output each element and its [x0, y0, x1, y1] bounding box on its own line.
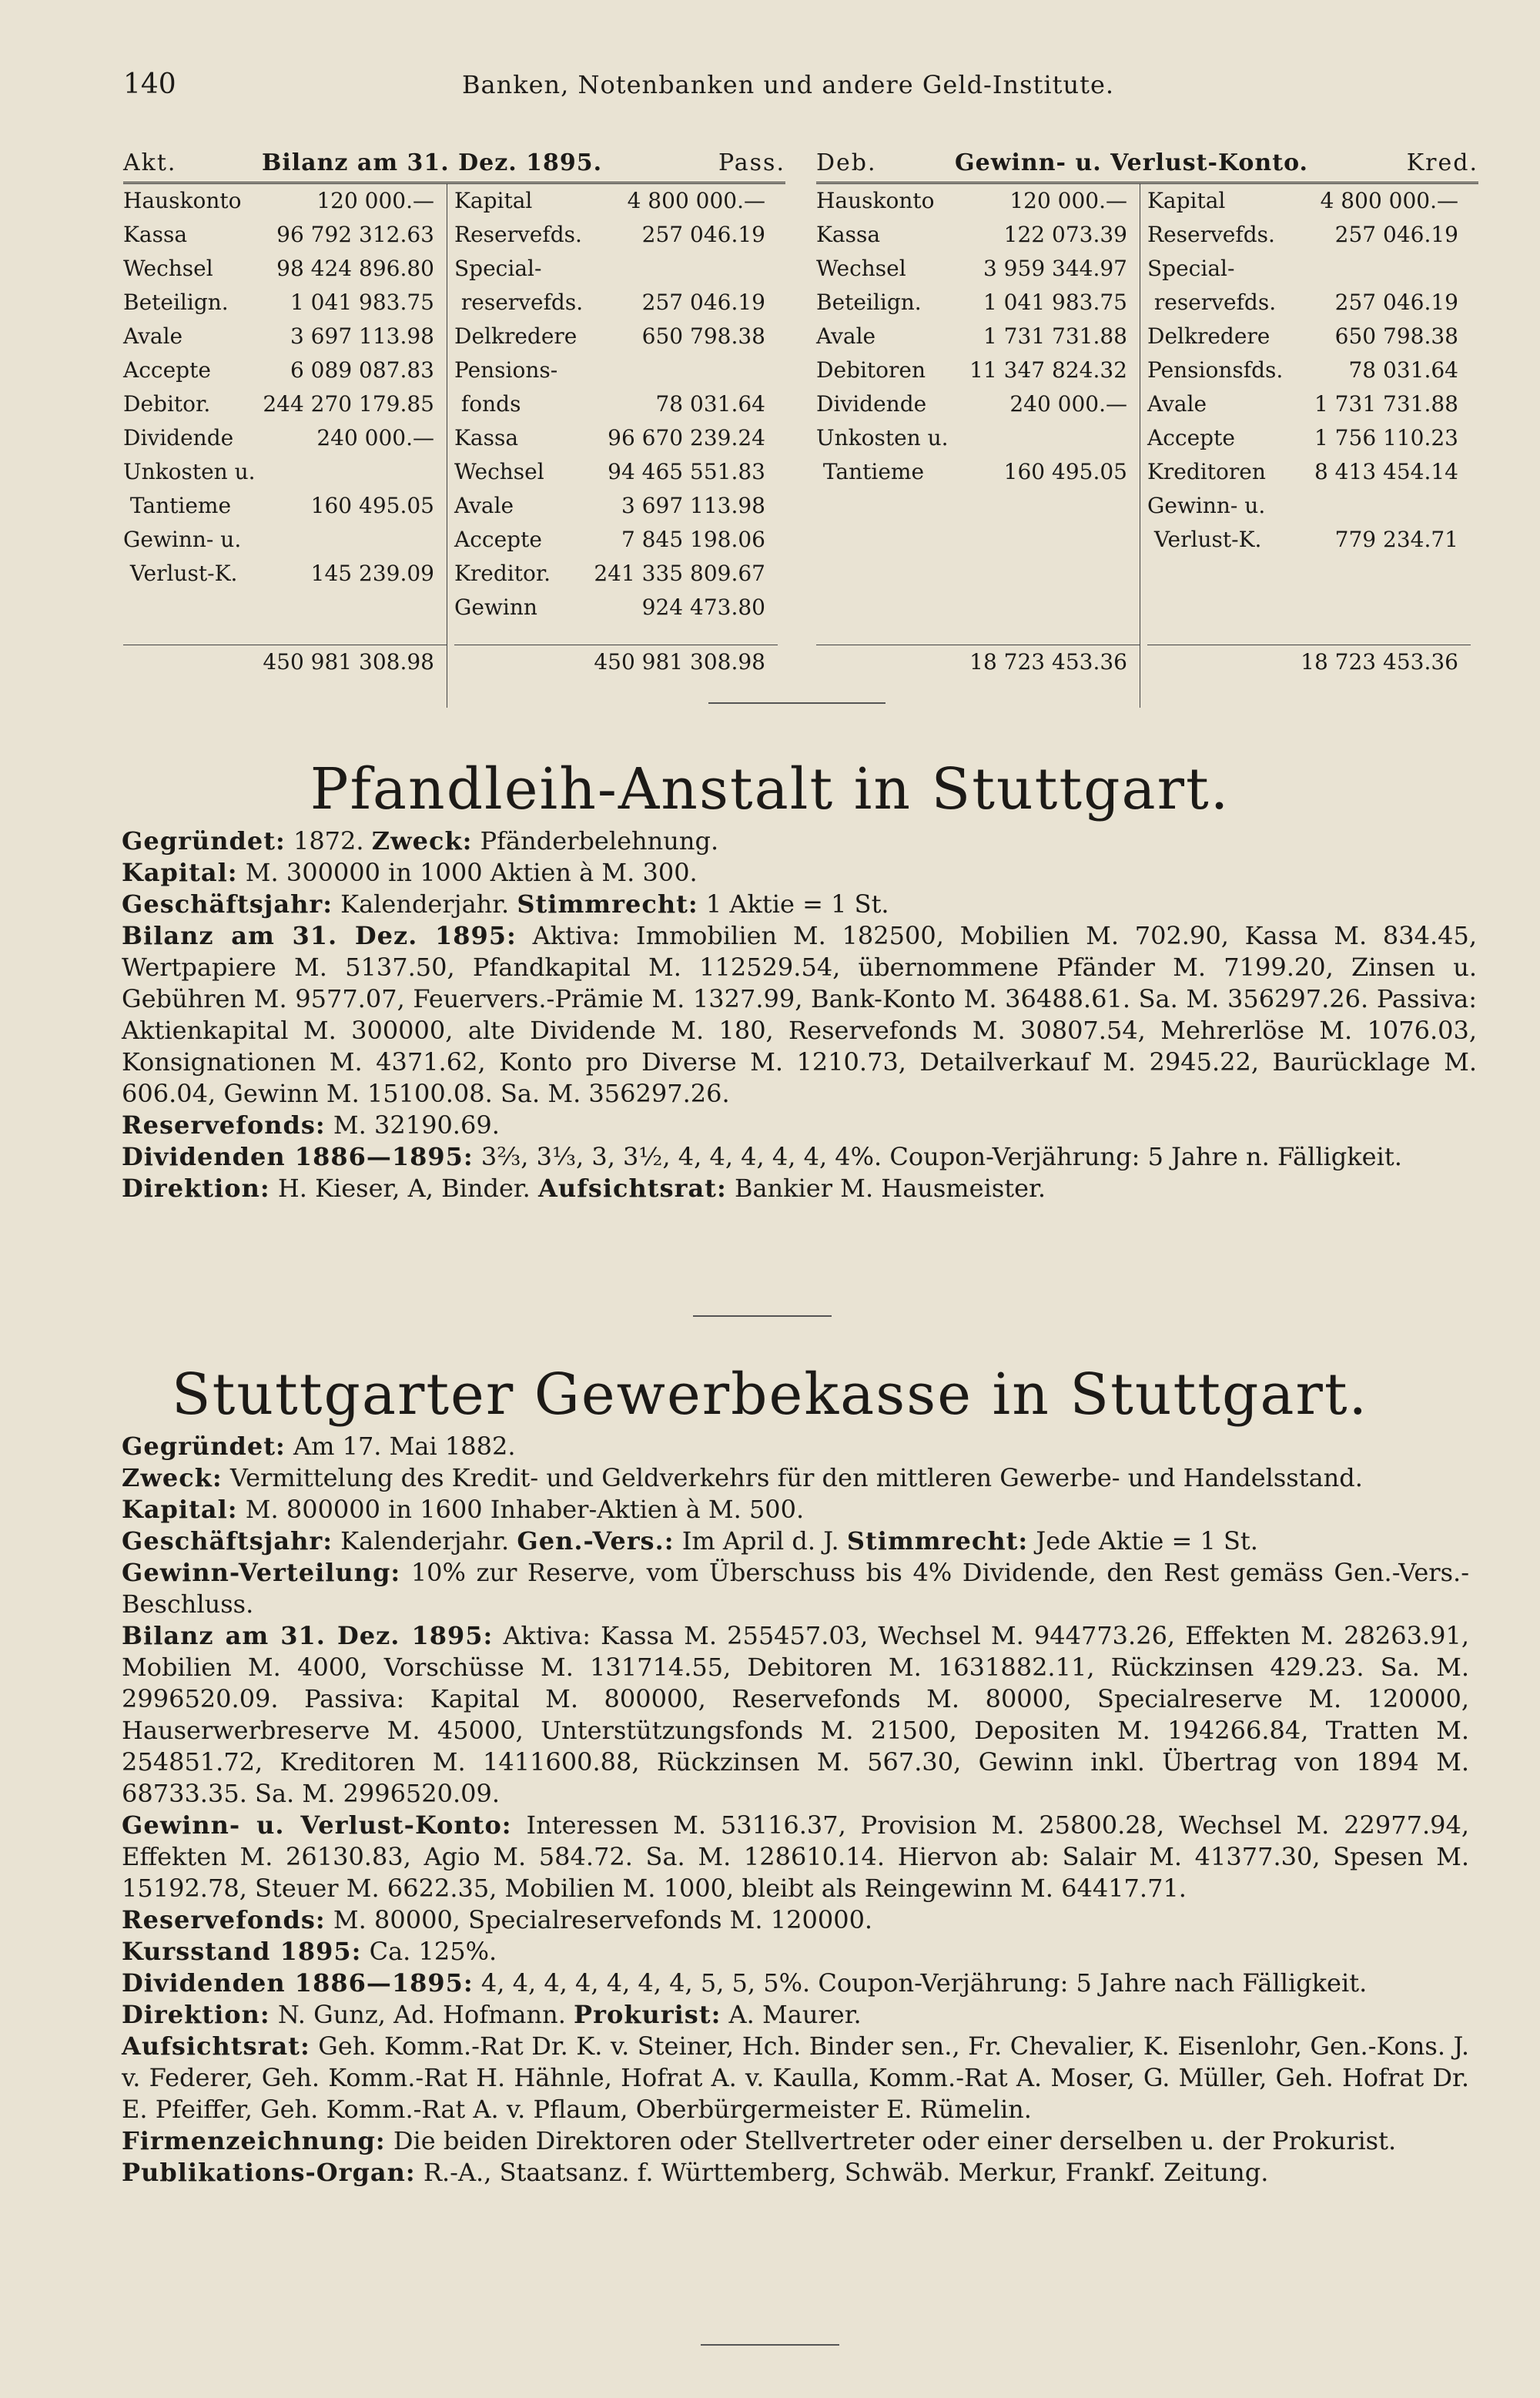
ledger-row-label: Dividende — [123, 425, 234, 450]
entry-kapital: Kapital: M. 800000 in 1600 Inhaber-Aktien à M. 500. — [122, 1495, 805, 1524]
ledger-total-row — [123, 645, 447, 679]
ledger-total-amount: 18 723 453.36 — [1301, 649, 1458, 675]
ledger-row — [454, 218, 778, 252]
ledger-row — [123, 252, 447, 286]
ledger-row-amount: 3 697 113.98 — [621, 493, 765, 518]
ledger-row-amount: 240 000.— — [316, 425, 434, 450]
entry-kursstand: Kursstand 1895: Ca. 125%. — [122, 1937, 497, 1966]
ledger-row-label: Reservefds. — [454, 222, 582, 247]
ledger-row-label: Beteilign. — [816, 290, 922, 315]
ledger-row-label: Debitor. — [123, 391, 211, 417]
ledger-row-label: Beteilign. — [123, 290, 229, 315]
ledger-row — [123, 353, 447, 387]
ledger-row-label: Kassa — [454, 425, 519, 450]
ledger-row-amount: 241 335 809.67 — [594, 561, 765, 586]
ledger-row — [454, 421, 778, 455]
ledger-row — [1147, 353, 1471, 387]
ledger-row — [454, 353, 778, 387]
ledger-row-amount: 78 031.64 — [1348, 357, 1458, 383]
ledger-row — [816, 252, 1140, 286]
ledger-row-label: Unkosten u. — [816, 425, 949, 450]
ledger-row-label: Avale — [1147, 391, 1207, 417]
ledger-row-amount: 3 959 344.97 — [983, 256, 1127, 281]
ledger-row — [454, 489, 778, 523]
ledger-row-amount: 779 234.71 — [1334, 527, 1458, 552]
entry-kapital: Kapital: M. 300000 in 1000 Aktien à M. 300. — [122, 858, 698, 887]
ledger-total-row — [816, 645, 1140, 679]
balance-sheet-table — [123, 146, 785, 708]
ledger-row-amount: 96 670 239.24 — [608, 425, 765, 450]
ledger-row-label: Delkredere — [1147, 323, 1270, 349]
section-divider — [708, 702, 886, 704]
credit-column — [1147, 184, 1471, 675]
credit-heading: Kred. — [1406, 149, 1478, 176]
ledger-row — [816, 421, 1140, 455]
ledger-row — [816, 353, 1140, 387]
ledger-row-label: Kapital — [1147, 188, 1226, 213]
ledger-total-amount: 450 981 308.98 — [594, 649, 765, 675]
balance-sheet-header — [123, 146, 785, 184]
liabilities-heading: Pass. — [718, 149, 785, 176]
ledger-row-label: Hauskonto — [123, 188, 242, 213]
ledger-row — [454, 387, 778, 421]
section-title-pfandleih: Pfandleih-Anstalt in Stuttgart. — [310, 756, 1230, 822]
ledger-row-amount: 98 424 896.80 — [276, 256, 434, 281]
ledger-row-amount: 11 347 824.32 — [969, 357, 1127, 383]
ledger-row-amount: 120 000.— — [316, 188, 434, 213]
ledger-row-label: Avale — [454, 493, 514, 518]
ledger-row-label: Wechsel — [123, 256, 213, 281]
ledger-row-amount: 94 465 551.83 — [608, 459, 765, 484]
ledger-row-label: Pensionsfds. — [1147, 357, 1284, 383]
ledger-row — [123, 455, 447, 489]
entry-geschaeftsjahr: Geschäftsjahr: Kalenderjahr. Stimmrecht: 1 Aktie = 1 St. — [122, 889, 889, 919]
ledger-total-amount: 18 723 453.36 — [969, 649, 1127, 675]
ledger-row-label: Special- — [1147, 256, 1235, 281]
ledger-row-label: Dividende — [816, 391, 927, 417]
section-body-gewerbekasse — [122, 1431, 1469, 2189]
ledger-row-amount: 78 031.64 — [655, 391, 765, 417]
ledger-row-amount: 160 495.05 — [1003, 459, 1127, 484]
ledger-row-label: Unkosten u. — [123, 459, 256, 484]
ledger-row-label: reservefds. — [454, 290, 584, 315]
entry-publikations-organ: Publikations-Organ: R.-A., Staatsanz. f. Württemberg, Schwäb. Merkur, Frankf. Zeitung. — [122, 2158, 1269, 2187]
profit-loss-title: Gewinn- u. Verlust-Konto. — [955, 149, 1308, 176]
profit-loss-header — [816, 146, 1478, 184]
ledger-row-label: Gewinn- u. — [1147, 493, 1266, 518]
ledger-row-label: Tantieme — [123, 493, 232, 518]
section-body-pfandleih — [122, 826, 1477, 1204]
entry-zweck: Zweck: Vermittelung des Kredit- und Geldverkehrs für den mittleren Gewerbe- und Handelsstand. — [122, 1463, 1363, 1492]
ledger-row-label: Hauskonto — [816, 188, 935, 213]
ledger-row-amount: 240 000.— — [1009, 391, 1127, 417]
ledger-row-label: Gewinn- u. — [123, 527, 242, 552]
ledger-row — [454, 286, 778, 320]
ledger-row-label: Verlust-K. — [123, 561, 238, 586]
balance-sheet-title: Bilanz am 31. Dez. 1895. — [262, 149, 603, 176]
ledger-row — [123, 387, 447, 421]
ledger-row — [816, 387, 1140, 421]
ledger-row-label: Wechsel — [454, 459, 544, 484]
ledger-row-amount: 257 046.19 — [1334, 222, 1458, 247]
section-divider — [701, 2344, 839, 2346]
entry-direktion: Direktion: N. Gunz, Ad. Hofmann. Prokurist: A. Maurer. — [122, 2000, 862, 2029]
ledger-row — [454, 523, 778, 557]
ledger-total-row — [454, 645, 778, 679]
ledger-row-label: Kassa — [816, 222, 881, 247]
entry-gegruendet: Gegründet: Am 17. Mai 1882. — [122, 1432, 516, 1461]
entry-bilanz: Bilanz am 31. Dez. 1895: Aktiva: Kassa M. 255457.03, Wechsel M. 944773.26, Effekten M. 28263.91, Mobilien M. 4000, Vorschüsse M. 131714.55, Debitoren M. 1631882.11, Rückzinsen 429.23. Sa. M. 2996520.09. Passiva: Kapital M. 800000, Reservefonds M. 80000, Specialreserve M. 120000, Hauserwerbreserve M. 45000, Unterstützungsfonds M. 21500, Depositen M. 194266.84, Tratten M. 254851.72, Kreditoren M. 1411600.88, Rückzinsen M. 567.30, Gewinn inkl. Übertrag von 1894 M. 68733.35. Sa. M. 2996520.09. — [122, 1621, 1469, 1808]
ledger-row-amount: 257 046.19 — [641, 290, 765, 315]
ledger-row — [816, 455, 1140, 489]
ledger-row — [1147, 320, 1471, 353]
ledger-row — [1147, 252, 1471, 286]
entry-dividenden: Dividenden 1886—1895: 3⅔, 3⅓, 3, 3½, 4, 4, 4, 4, 4, 4%. Coupon-Verjährung: 5 Jahre n. Fälligkeit. — [122, 1142, 1402, 1171]
ledger-row-amount: 8 413 454.14 — [1314, 459, 1458, 484]
ledger-row — [454, 557, 778, 591]
ledger-row-amount: 4 800 000.— — [627, 188, 765, 213]
ledger-row — [123, 184, 447, 218]
ledger-total-row — [1147, 645, 1471, 679]
ledger-row — [123, 320, 447, 353]
ledger-row-label: Avale — [123, 323, 183, 349]
ledger-row — [123, 523, 447, 557]
ledger-row — [123, 421, 447, 455]
ledger-row — [816, 218, 1140, 252]
ledger-row-amount: 96 792 312.63 — [276, 222, 434, 247]
ledger-row-amount: 145 239.09 — [310, 561, 434, 586]
section-divider — [693, 1315, 832, 1317]
assets-heading: Akt. — [123, 149, 177, 176]
ledger-row-label: Kreditor. — [454, 561, 551, 586]
entry-bilanz: Bilanz am 31. Dez. 1895: Aktiva: Immobilien M. 182500, Mobilien M. 702.90, Kassa M. 834.45, Wertpapiere M. 5137.50, Pfandkapital M. 112529.54, übernommene Pfänder M. 7199.20, Zinsen u. Gebühren M. 9577.07, Feuervers.-Prämie M. 1327.99, Bank-Konto M. 36488.61. Sa. M. 356297.26. Passiva: Aktienkapital M. 300000, alte Dividende M. 180, Reservefonds M. 30807.54, Mehrerlöse M. 1076.03, Konsignationen M. 4371.62, Konto pro Diverse M. 1210.73, Detailverkauf M. 2945.22, Baurücklage M. 606.04, Gewinn M. 15100.08. Sa. M. 356297.26. — [122, 921, 1478, 1108]
ledger-row — [1147, 184, 1471, 218]
ledger-row-amount: 924 473.80 — [641, 594, 765, 620]
entry-dividenden: Dividenden 1886—1895: 4, 4, 4, 4, 4, 4, 4, 5, 5, 5%. Coupon-Verjährung: 5 Jahre nach Fälligkeit. — [122, 1968, 1368, 1998]
ledger-row — [454, 252, 778, 286]
ledger-row-amount: 160 495.05 — [310, 493, 434, 518]
ledger-row — [1147, 218, 1471, 252]
ledger-row-label: Special- — [454, 256, 542, 281]
ledger-row-label: Tantieme — [816, 459, 925, 484]
ledger-row-label: Kassa — [123, 222, 188, 247]
ledger-row — [1147, 455, 1471, 489]
ledger-row-amount: 650 798.38 — [1334, 323, 1458, 349]
ledger-row — [123, 557, 447, 591]
ledger-row — [1147, 421, 1471, 455]
entry-gewinn-verlust: Gewinn- u. Verlust-Konto: Interessen M. 53116.37, Provision M. 25800.28, Wechsel M. 22977.94, Effekten M. 26130.83, Agio M. 584.72. Sa. M. 128610.14. Hiervon ab: Salair M. 41377.30, Spesen M. 15192.78, Steuer M. 6622.35, Mobilien M. 1000, bleibt als Reingewinn M. 64417.71. — [122, 1810, 1470, 1903]
ledger-row-amount: 120 000.— — [1009, 188, 1127, 213]
ledger-row-amount: 122 073.39 — [1003, 222, 1127, 247]
ledger-row-label: Gewinn — [454, 594, 537, 620]
ledger-row-amount: 1 731 731.88 — [1314, 391, 1458, 417]
ledger-row — [123, 218, 447, 252]
ledger-row-label: Verlust-K. — [1147, 527, 1262, 552]
ledger-row — [454, 184, 778, 218]
entry-gegruendet: Gegründet: 1872. Zweck: Pfänderbelehnung. — [122, 826, 719, 856]
ledger-row-label: Wechsel — [816, 256, 906, 281]
ledger-row — [816, 320, 1140, 353]
entry-gewinn-verteilung: Gewinn-Verteilung: 10% zur Reserve, vom Überschuss bis 4% Dividende, den Rest gemäss Gen.-Vers.-Beschluss. — [122, 1558, 1469, 1619]
running-title: Banken, Notenbanken und andere Geld-Institute. — [462, 70, 1115, 99]
ledger-row-amount: 4 800 000.— — [1320, 188, 1458, 213]
ledger-row-amount: 1 041 983.75 — [290, 290, 434, 315]
ledger-row-amount: 7 845 198.06 — [621, 527, 765, 552]
ledger-row — [454, 455, 778, 489]
ledger-row-label: reservefds. — [1147, 290, 1277, 315]
assets-column — [123, 184, 447, 708]
entry-reservefonds: Reservefonds: M. 32190.69. — [122, 1110, 500, 1140]
ledger-total-amount: 450 981 308.98 — [263, 649, 434, 675]
entry-geschaeftsjahr: Geschäftsjahr: Kalenderjahr. Gen.-Vers.: Im April d. J. Stimmrecht: Jede Aktie = 1 St. — [122, 1526, 1258, 1556]
ledger-row-label: Delkredere — [454, 323, 578, 349]
ledger-row — [816, 184, 1140, 218]
page-number: 140 — [123, 69, 176, 100]
ledger-row — [1147, 489, 1471, 523]
entry-direktion: Direktion: H. Kieser, A, Binder. Aufsichtsrat: Bankier M. Hausmeister. — [122, 1174, 1046, 1203]
entry-reservefonds: Reservefonds: M. 80000, Specialreservefonds M. 120000. — [122, 1905, 873, 1934]
ledger-row-label: Debitoren — [816, 357, 926, 383]
ledger-row — [1147, 523, 1471, 557]
ledger-row-amount: 1 041 983.75 — [983, 290, 1127, 315]
ledger-row-label: fonds — [454, 391, 521, 417]
ledger-row — [123, 286, 447, 320]
entry-firmenzeichnung: Firmenzeichnung: Die beiden Direktoren oder Stellvertreter oder einer derselben u. der Prokurist. — [122, 2126, 1397, 2155]
ledger-row — [454, 591, 778, 625]
ledger-row-amount: 6 089 087.83 — [290, 357, 434, 383]
profit-loss-table — [816, 146, 1478, 708]
ledger-row-amount: 650 798.38 — [641, 323, 765, 349]
ledger-row — [123, 489, 447, 523]
ledger-row-label: Avale — [816, 323, 876, 349]
section-title-gewerbekasse: Stuttgarter Gewerbekasse in Stuttgart. — [171, 1361, 1369, 1428]
ledger-row-label: Kapital — [454, 188, 533, 213]
ledger-row-label: Accepte — [454, 527, 542, 552]
ledger-row-label: Accepte — [1147, 425, 1235, 450]
ledger-row-label: Accepte — [123, 357, 211, 383]
ledger-row-amount: 3 697 113.98 — [290, 323, 434, 349]
ledger-row — [816, 286, 1140, 320]
ledger-row-amount: 1 731 731.88 — [983, 323, 1127, 349]
ledger-row-label: Kreditoren — [1147, 459, 1266, 484]
ledger-row-amount: 257 046.19 — [1334, 290, 1458, 315]
ledger-row-amount: 244 270 179.85 — [263, 391, 434, 417]
debit-column — [816, 184, 1140, 708]
ledger-row-label: Pensions- — [454, 357, 558, 383]
ledger-row-label: Reservefds. — [1147, 222, 1275, 247]
entry-aufsichtsrat: Aufsichtsrat: Geh. Komm.-Rat Dr. K. v. Steiner, Hch. Binder sen., Fr. Chevalier, K. Eisenlohr, Gen.-Kons. J. v. Federer, Geh. Komm.-Rat H. Hähnle, Hofrat A. v. Kaulla, Komm.-Rat A. Moser, G. Müller, Geh. Hofrat Dr. E. Pfeiffer, Geh. Komm.-Rat A. v. Pflaum, Oberbürgermeister E. Rümelin. — [122, 2031, 1469, 2124]
debit-heading: Deb. — [816, 149, 877, 176]
ledger-row — [454, 320, 778, 353]
ledger-row-amount: 257 046.19 — [641, 222, 765, 247]
ledger-row-amount: 1 756 110.23 — [1314, 425, 1458, 450]
liabilities-column — [454, 184, 778, 675]
ledger-row — [1147, 286, 1471, 320]
ledger-row — [1147, 387, 1471, 421]
